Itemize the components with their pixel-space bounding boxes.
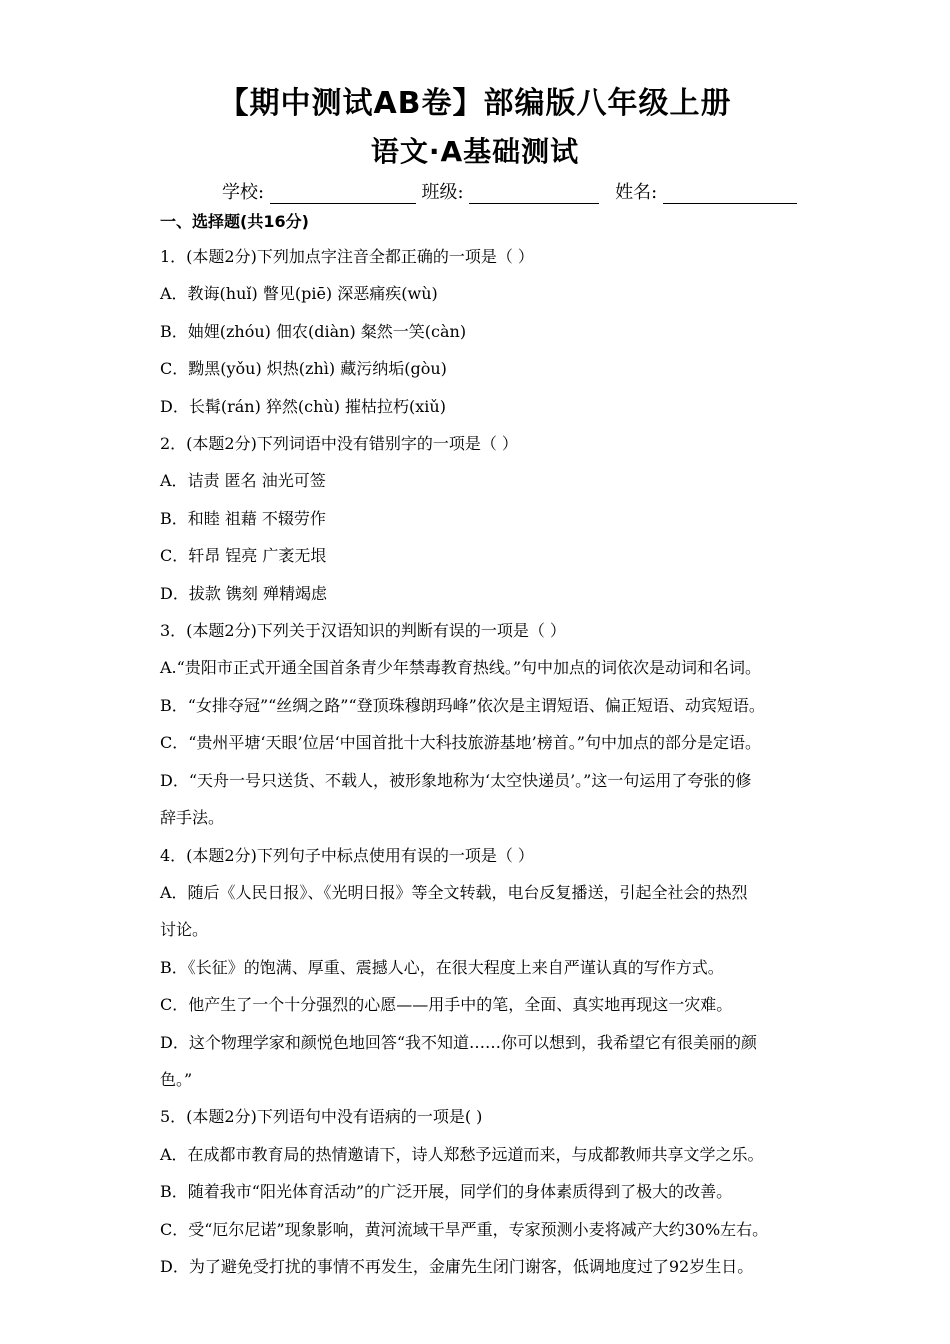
- option-b: B．和睦 祖藉 不辍劳作: [160, 508, 326, 528]
- document-subtitle: 语文·A基础测试: [370, 135, 580, 168]
- option-b: B．妯娌(zhóu) 佃农(diàn) 粲然一笑(càn): [160, 321, 467, 341]
- option-d: D．拔款 镌刻 殚精竭虑: [160, 583, 328, 603]
- student-info-row: [222, 178, 797, 204]
- document-title: 【期中测试AB卷】部编版八年级上册: [218, 86, 732, 121]
- option-d: D．这个物理学家和颜悦色地回答“我不知道……你可以想到，我希望它有很美丽的颜: [160, 1032, 758, 1052]
- option-a: A．在成都市教育局的热情邀请下，诗人郑愁予远道而来，与成都教师共享文学之乐。: [160, 1144, 764, 1164]
- option-a: A．教诲(huǐ) 瞥见(piē) 深恶痛疾(wù): [160, 284, 438, 304]
- option-b: B．“女排夺冠”“丝绸之路”“登顶珠穆朗玛峰”依次是主谓短语、偏正短语、动宾短语。: [160, 695, 765, 715]
- class-field[interactable]: [469, 183, 599, 204]
- question-stem: 1．(本题2分)下列加点字注音全都正确的一项是（ ）: [160, 247, 534, 266]
- question-stem: 2．(本题2分)下列词语中没有错别字的一项是（ ）: [160, 434, 518, 454]
- option-d: D．长髯(rán) 猝然(chù) 摧枯拉朽(xiǔ): [160, 396, 446, 416]
- school-label: 学校:: [222, 182, 265, 203]
- option-c: C．轩昂 锃亮 广袤无垠: [160, 546, 327, 566]
- question-stem: 4．(本题2分)下列句子中标点使用有误的一项是（ ）: [160, 845, 534, 865]
- option-a: A．随后《人民日报》、《光明日报》等全文转载，电台反复播送，引起全社会的热烈: [160, 882, 748, 902]
- class-label: 班级:: [421, 182, 464, 203]
- question-4: [160, 837, 800, 1099]
- section-heading: 一、选择题(共16分): [160, 212, 309, 231]
- question-3: [160, 612, 800, 836]
- name-field[interactable]: [663, 183, 797, 204]
- question-1: [160, 238, 800, 425]
- school-field[interactable]: [270, 183, 416, 204]
- question-content: [160, 206, 800, 1285]
- option-c: C．黝黑(yǒu) 炽热(zhì) 藏污纳垢(gòu): [160, 359, 447, 379]
- option-d: D．“天舟一号只送货、不载人，被形象地称为‘太空快递员’。”这一句运用了夸张的修: [160, 770, 752, 790]
- option-a: A.“贵阳市正式开通全国首条青少年禁毒教育热线。”句中加点的词依次是动词和名词。: [160, 658, 762, 678]
- option-c: C．受“厄尔尼诺”现象影响，黄河流域干旱严重，专家预测小麦将减产大约30%左右。: [160, 1219, 769, 1239]
- question-stem: 5．(本题2分)下列语句中没有语病的一项是( ): [160, 1107, 483, 1127]
- option-d: D．为了避免受打扰的事情不再发生，金庸先生闭门谢客，低调地度过了92岁生日。: [160, 1256, 754, 1276]
- option-b: B．随着我市“阳光体育活动”的广泛开展，同学们的身体素质得到了极大的改善。: [160, 1182, 733, 1202]
- question-stem: 3．(本题2分)下列关于汉语知识的判断有误的一项是（ ）: [160, 621, 566, 641]
- option-c: C．他产生了一个十分强烈的心愿——用手中的笔，全面、真实地再现这一灾难。: [160, 995, 733, 1015]
- option-a: A．诘责 匿名 油光可签: [160, 471, 326, 491]
- question-2: [160, 425, 800, 612]
- option-a-continued: 讨论。: [160, 920, 209, 940]
- option-c: C．“贵州平塘‘天眼’位居‘中国首批十大科技旅游基地’榜首。”句中加点的部分是定语。: [160, 733, 761, 753]
- option-d-continued: 色。”: [160, 1069, 193, 1089]
- option-b: B．《长征》的饱满、厚重、震撼人心，在很大程度上来自严谨认真的写作方式。: [160, 957, 724, 977]
- option-d-continued: 辞手法。: [160, 808, 225, 828]
- question-5: [160, 1098, 800, 1285]
- name-label: 姓名:: [615, 182, 658, 203]
